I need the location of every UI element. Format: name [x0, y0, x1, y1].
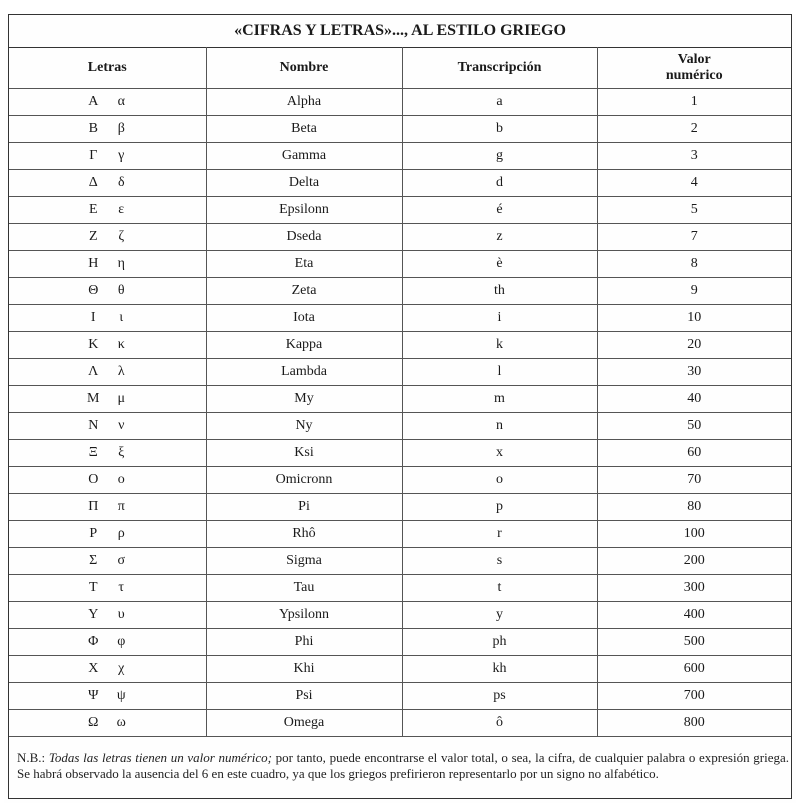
table-row: [9, 143, 791, 170]
table-row: [9, 602, 791, 629]
letter-upper: Φ: [88, 634, 99, 649]
cell-value: 100: [597, 521, 791, 548]
letter-upper: Χ: [88, 661, 99, 676]
cell-name: Delta: [206, 170, 402, 197]
cell-letters: [9, 467, 206, 494]
table-row: [9, 359, 791, 386]
cell-letters: [9, 116, 206, 143]
table-row: [9, 278, 791, 305]
cell-value: 9: [597, 278, 791, 305]
table-row: [9, 440, 791, 467]
cell-letters: [9, 656, 206, 683]
letter-lower: δ: [117, 175, 125, 190]
cell-transcription: k: [402, 332, 597, 359]
letter-upper: Ζ: [88, 229, 98, 244]
cell-letters: [9, 548, 206, 575]
letter-upper: Η: [88, 256, 99, 271]
letter-lower: σ: [117, 553, 126, 568]
cell-value: 7: [597, 224, 791, 251]
table-row: [9, 89, 791, 116]
cell-transcription: è: [402, 251, 597, 278]
table-row: [9, 710, 791, 737]
cell-value: 70: [597, 467, 791, 494]
cell-letters: [9, 440, 206, 467]
cell-value: 8: [597, 251, 791, 278]
table-row: [9, 467, 791, 494]
header-transcripcion: Transcripción: [402, 47, 597, 89]
cell-name: Omicronn: [206, 467, 402, 494]
cell-value: 50: [597, 413, 791, 440]
cell-name: Ksi: [206, 440, 402, 467]
cell-name: Gamma: [206, 143, 402, 170]
cell-transcription: y: [402, 602, 597, 629]
cell-letters: [9, 629, 206, 656]
cell-transcription: a: [402, 89, 597, 116]
letter-lower: ν: [118, 418, 125, 433]
table-row: [9, 521, 791, 548]
table-row: [9, 413, 791, 440]
cell-transcription: b: [402, 116, 597, 143]
cell-letters: [9, 197, 206, 224]
letter-lower: β: [117, 121, 125, 136]
letter-lower: μ: [117, 391, 125, 406]
cell-value: 40: [597, 386, 791, 413]
cell-name: Epsilonn: [206, 197, 402, 224]
greek-alphabet-table: [9, 47, 791, 737]
table-row: [9, 251, 791, 278]
cell-transcription: s: [402, 548, 597, 575]
cell-transcription: ô: [402, 710, 597, 737]
cell-name: Ny: [206, 413, 402, 440]
cell-letters: [9, 602, 206, 629]
cell-name: My: [206, 386, 402, 413]
cell-value: 30: [597, 359, 791, 386]
cell-transcription: ps: [402, 683, 597, 710]
letter-lower: χ: [118, 661, 125, 676]
letter-upper: Κ: [88, 337, 99, 352]
table-row: [9, 386, 791, 413]
table-row: [9, 494, 791, 521]
cell-letters: [9, 521, 206, 548]
cell-letters: [9, 413, 206, 440]
cell-transcription: p: [402, 494, 597, 521]
cell-transcription: ph: [402, 629, 597, 656]
cell-transcription: z: [402, 224, 597, 251]
letter-lower: ρ: [117, 526, 125, 541]
cell-value: 500: [597, 629, 791, 656]
letter-upper: Θ: [88, 283, 99, 298]
cell-value: 700: [597, 683, 791, 710]
cell-name: Omega: [206, 710, 402, 737]
cell-transcription: kh: [402, 656, 597, 683]
cell-letters: [9, 386, 206, 413]
cell-name: Rhô: [206, 521, 402, 548]
letter-upper: Ψ: [88, 688, 99, 703]
letter-lower: τ: [118, 580, 125, 595]
letter-upper: Δ: [88, 175, 98, 190]
cell-value: 80: [597, 494, 791, 521]
cell-transcription: l: [402, 359, 597, 386]
table-row: [9, 629, 791, 656]
cell-letters: [9, 251, 206, 278]
cell-letters: [9, 332, 206, 359]
letter-lower: γ: [118, 148, 125, 163]
cell-name: Kappa: [206, 332, 402, 359]
letter-lower: ζ: [118, 229, 125, 244]
letter-lower: ψ: [116, 688, 126, 703]
cell-transcription: n: [402, 413, 597, 440]
cell-name: Dseda: [206, 224, 402, 251]
cell-name: Ypsilonn: [206, 602, 402, 629]
cell-letters: [9, 359, 206, 386]
letter-lower: ω: [116, 715, 126, 730]
cell-transcription: é: [402, 197, 597, 224]
table-row: [9, 548, 791, 575]
cell-transcription: m: [402, 386, 597, 413]
letter-upper: Ε: [88, 202, 98, 217]
cell-name: Khi: [206, 656, 402, 683]
table-row: [9, 656, 791, 683]
cell-transcription: d: [402, 170, 597, 197]
cell-name: Psi: [206, 683, 402, 710]
cell-name: Sigma: [206, 548, 402, 575]
cell-letters: [9, 143, 206, 170]
letter-upper: Υ: [88, 607, 99, 622]
cell-value: 60: [597, 440, 791, 467]
cell-value: 3: [597, 143, 791, 170]
cell-letters: [9, 278, 206, 305]
letter-upper: Ν: [88, 418, 99, 433]
cell-transcription: g: [402, 143, 597, 170]
letter-upper: Σ: [89, 553, 98, 568]
cell-value: 800: [597, 710, 791, 737]
cell-letters: [9, 683, 206, 710]
cell-letters: [9, 224, 206, 251]
letter-lower: λ: [117, 364, 125, 379]
letter-lower: ε: [118, 202, 125, 217]
letter-lower: ι: [119, 310, 124, 325]
letter-upper: Μ: [87, 391, 100, 406]
cell-transcription: o: [402, 467, 597, 494]
table-row: [9, 170, 791, 197]
cell-value: 400: [597, 602, 791, 629]
cell-name: Pi: [206, 494, 402, 521]
letter-lower: η: [117, 256, 125, 271]
cell-name: Zeta: [206, 278, 402, 305]
letter-lower: ο: [117, 472, 125, 487]
letter-lower: θ: [117, 283, 125, 298]
cell-value: 600: [597, 656, 791, 683]
letter-upper: Π: [88, 499, 99, 514]
cell-letters: [9, 305, 206, 332]
cell-transcription: i: [402, 305, 597, 332]
table-row: [9, 305, 791, 332]
cell-name: Eta: [206, 251, 402, 278]
cell-transcription: th: [402, 278, 597, 305]
letter-lower: κ: [117, 337, 125, 352]
table-row: [9, 224, 791, 251]
letter-upper: Λ: [88, 364, 99, 379]
table-frame: [8, 14, 792, 799]
table-row: [9, 197, 791, 224]
cell-name: Phi: [206, 629, 402, 656]
letter-lower: π: [117, 499, 125, 514]
header-letras: Letras: [9, 47, 206, 89]
letter-upper: Ξ: [88, 445, 98, 460]
cell-letters: [9, 494, 206, 521]
cell-value: 4: [597, 170, 791, 197]
footnote: [17, 750, 789, 782]
table-row: [9, 683, 791, 710]
cell-name: Beta: [206, 116, 402, 143]
cell-value: 10: [597, 305, 791, 332]
table-body: [9, 89, 791, 737]
table-row: [9, 575, 791, 602]
cell-transcription: r: [402, 521, 597, 548]
footnote-prefix: N.B.:: [17, 750, 49, 765]
header-valor-line1: Valor: [677, 51, 711, 67]
letter-upper: Ω: [88, 715, 99, 730]
letter-upper: Τ: [88, 580, 98, 595]
cell-name: Lambda: [206, 359, 402, 386]
header-valor: [597, 47, 791, 89]
footnote-italic: Todas las letras tienen un valor numérico;: [48, 750, 272, 765]
cell-letters: [9, 575, 206, 602]
cell-letters: [9, 710, 206, 737]
cell-value: 20: [597, 332, 791, 359]
table-title: «CIFRAS Y LETRAS»..., AL ESTILO GRIEGO: [9, 15, 791, 48]
letter-lower: α: [117, 94, 125, 109]
cell-transcription: x: [402, 440, 597, 467]
letter-lower: υ: [117, 607, 125, 622]
letter-upper: Ο: [88, 472, 99, 487]
letter-upper: Γ: [89, 148, 98, 163]
cell-value: 300: [597, 575, 791, 602]
cell-name: Tau: [206, 575, 402, 602]
footnote-text: por tanto, puede encontrarse el valor total, o sea, la cifra, de cualquier palabra o expresión griega. Se habrá observado la ausencia del 6 en este cuadro, ya que los griegos prefirieron representarlo por un signo no alfabético.: [17, 750, 789, 781]
cell-transcription: t: [402, 575, 597, 602]
cell-name: Alpha: [206, 89, 402, 116]
table-row: [9, 116, 791, 143]
letter-upper: Ρ: [89, 526, 98, 541]
cell-name: Iota: [206, 305, 402, 332]
letter-lower: ξ: [118, 445, 125, 460]
cell-value: 5: [597, 197, 791, 224]
cell-value: 1: [597, 89, 791, 116]
header-valor-line2: numérico: [665, 67, 723, 83]
letter-lower: φ: [117, 634, 126, 649]
cell-value: 200: [597, 548, 791, 575]
letter-upper: Ι: [90, 310, 96, 325]
table-row: [9, 332, 791, 359]
header-row: [9, 47, 791, 89]
cell-value: 2: [597, 116, 791, 143]
cell-letters: [9, 170, 206, 197]
letter-upper: Β: [88, 121, 98, 136]
cell-letters: [9, 89, 206, 116]
letter-upper: Α: [88, 94, 99, 109]
header-nombre: Nombre: [206, 47, 402, 89]
document-page: [4, 14, 796, 803]
